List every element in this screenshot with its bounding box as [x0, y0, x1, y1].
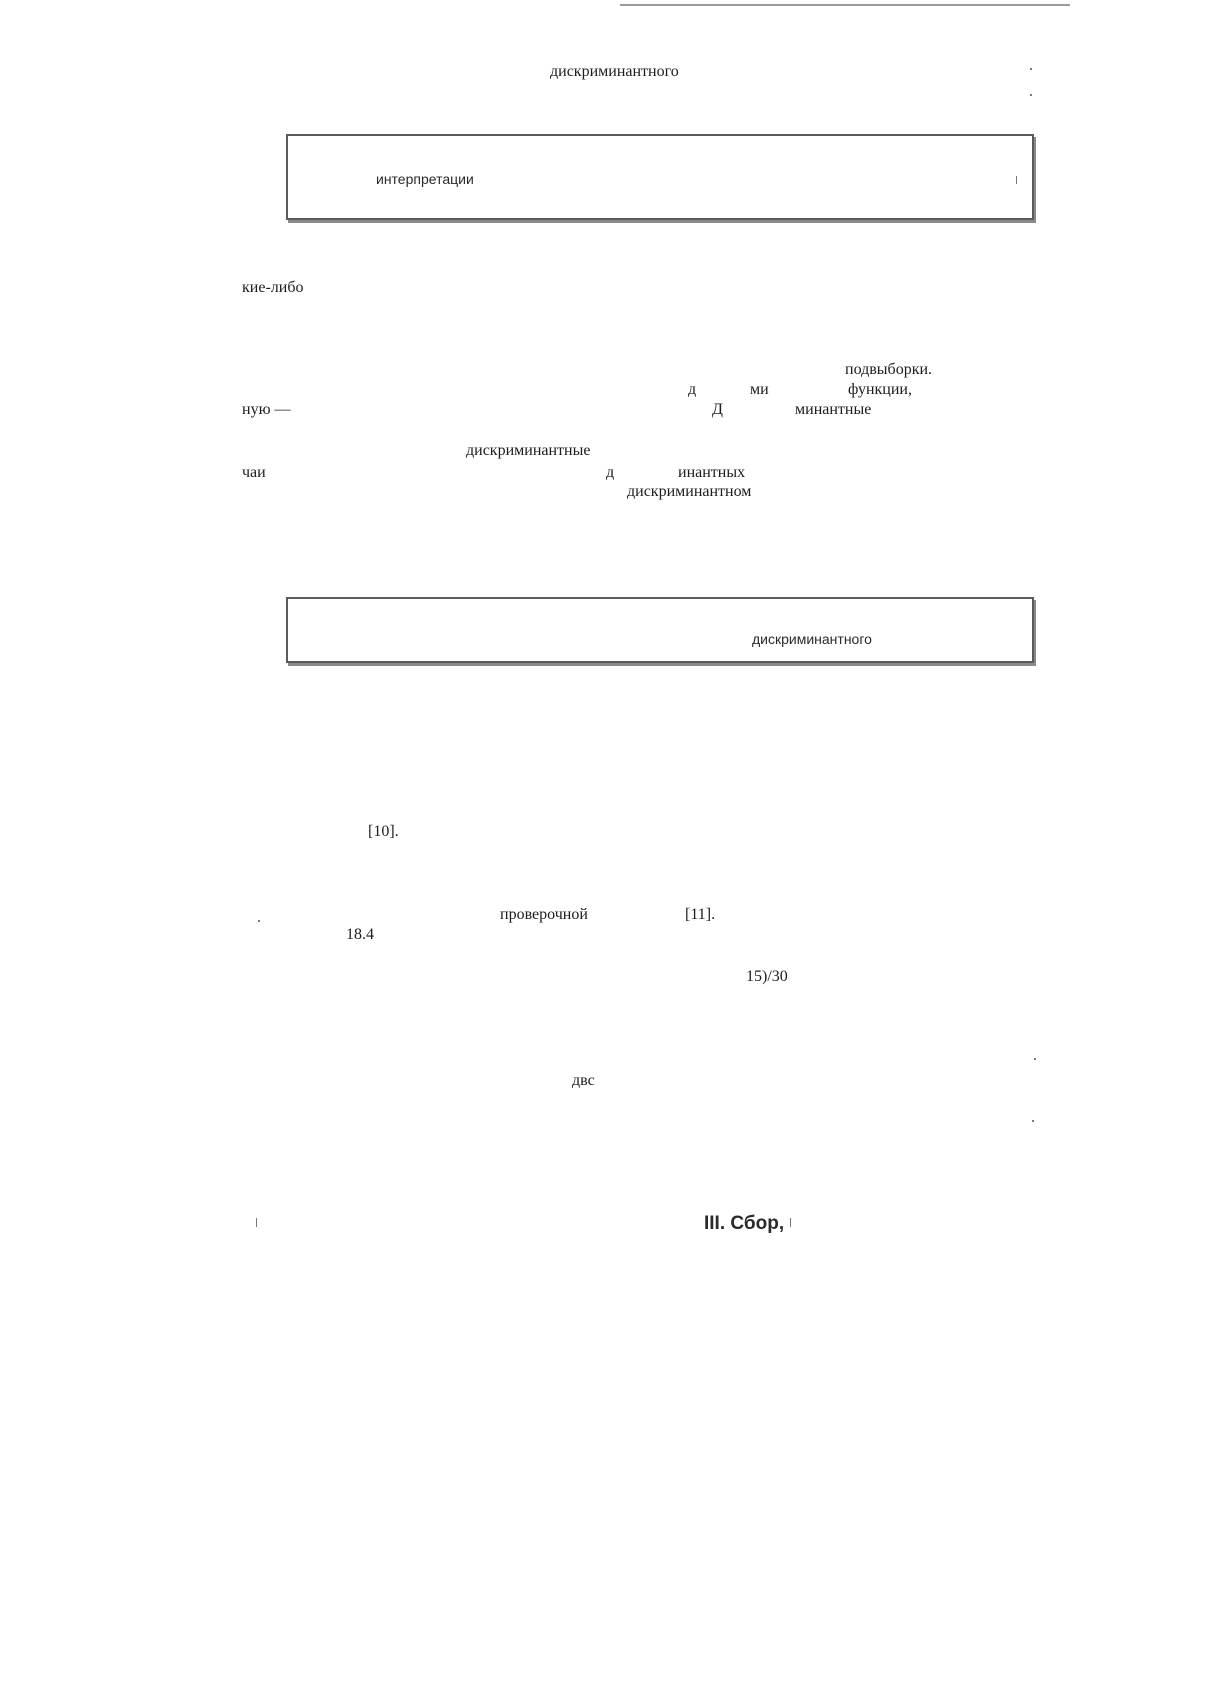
caption-box-1-text: интерпретации [376, 171, 474, 187]
scan-speck [1030, 94, 1032, 96]
scan-speck [790, 1218, 791, 1227]
text-fragment-16: [11]. [685, 906, 716, 923]
text-fragment-17: 18.4 [346, 926, 374, 943]
running-header: дискриминантного [550, 63, 679, 80]
text-fragment-19: двс [572, 1072, 595, 1089]
text-fragment-10: чаи [242, 464, 266, 481]
text-fragment-6: ную — [242, 401, 291, 418]
caption-box-2 [286, 597, 1034, 663]
top-rule [620, 4, 1070, 6]
running-footer: III. Сбор, [704, 1213, 785, 1234]
text-fragment-3: д [688, 381, 697, 398]
text-fragment-18: 15)/30 [746, 968, 788, 985]
scan-speck [1034, 1058, 1036, 1060]
scan-speck [1030, 68, 1032, 70]
scan-speck [256, 1218, 257, 1227]
text-fragment-14: [10]. [368, 823, 399, 840]
caption-box-2-text: дискриминантного [752, 631, 872, 647]
text-fragment-2: подвыборки. [845, 361, 933, 378]
text-fragment-1: кие-либо [242, 279, 304, 296]
scan-speck [1032, 1120, 1034, 1122]
text-fragment-11: д [606, 464, 615, 481]
text-fragment-7: Д [712, 401, 723, 418]
caption-box-1 [286, 134, 1034, 220]
text-fragment-9: дискриминантные [466, 442, 591, 459]
text-fragment-5: функции, [848, 381, 912, 398]
text-fragment-4: ми [750, 381, 769, 398]
text-fragment-15: проверочной [500, 906, 588, 923]
text-fragment-13: дискриминантном [627, 483, 752, 500]
text-fragment-8: минантные [795, 401, 872, 418]
scan-speck [258, 920, 260, 922]
text-fragment-12: инантных [678, 464, 746, 481]
scan-speck [1016, 176, 1017, 184]
